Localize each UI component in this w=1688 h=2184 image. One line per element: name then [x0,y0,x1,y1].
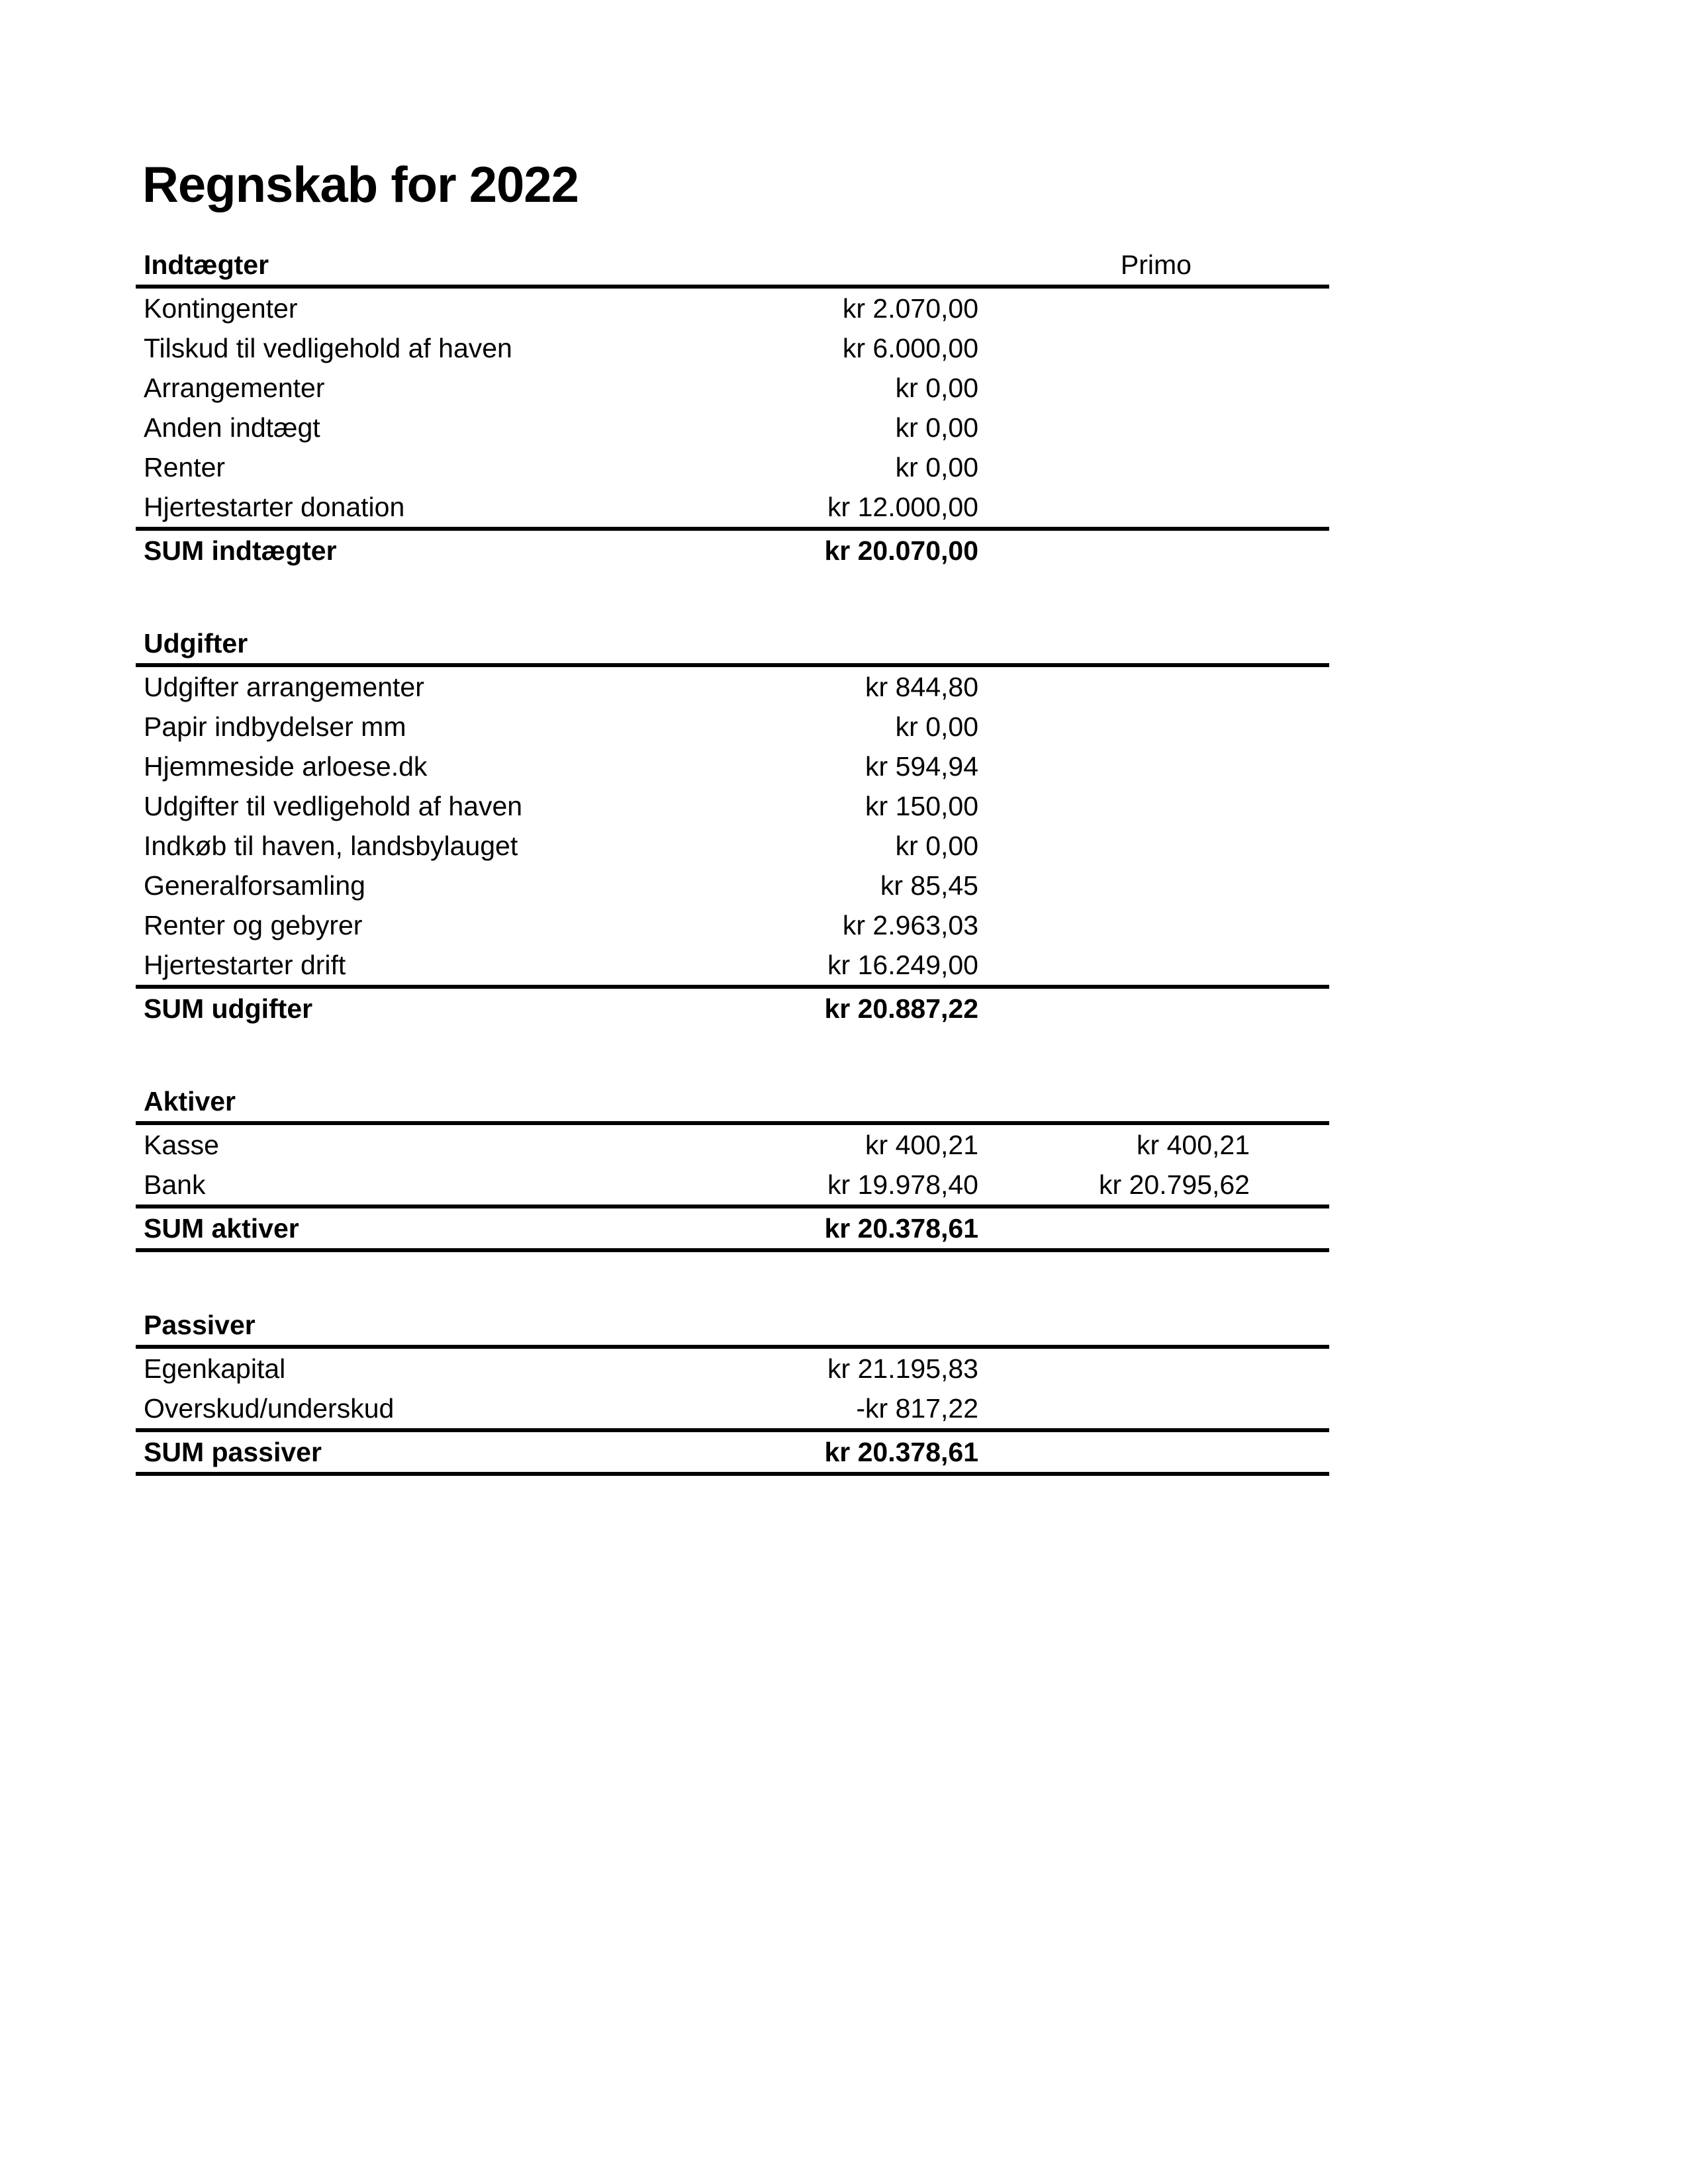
row-tail [1250,1023,1329,1028]
row-amount: kr 12.000,00 [827,492,978,522]
sum-amount: kr 20.887,22 [824,993,978,1024]
row-tail [1250,521,1329,527]
row-tail [1250,701,1329,707]
row-primo [978,899,1250,905]
row-tail [1250,657,1329,663]
row-primo [978,402,1250,408]
sum-label: SUM aktiver [144,1213,299,1244]
row-tail [1250,979,1329,985]
row-tail [1250,481,1329,487]
table-row [136,667,1329,707]
row-amount: kr 21.195,83 [827,1353,978,1384]
table-row [136,328,1329,368]
row-primo [978,701,1250,707]
header-amount-cell [635,1115,920,1121]
row-primo [978,979,1250,985]
table-row [136,289,1329,328]
row-label: Udgifter til vedligehold af haven [144,791,523,821]
row-amount: kr 0,00 [895,711,978,742]
row-tail [1250,1422,1329,1428]
row-label: Hjertestarter drift [144,950,346,980]
row-label: Udgifter arrangementer [144,672,424,702]
row-label: Indkøb til haven, landsbylauget [144,831,518,861]
primo-column-header [920,1339,1250,1345]
row-tail [1250,1159,1329,1165]
row-amount: kr 844,80 [865,672,978,702]
section-title: Udgifter [144,628,248,659]
table-row [136,368,1329,408]
row-primo [978,1383,1250,1388]
table-row [136,1165,1329,1208]
row-tail [1250,322,1329,328]
sections [136,250,1329,1476]
row-label: Overskud/underskud [144,1393,395,1424]
sum-amount: kr 20.378,61 [824,1437,978,1467]
row-label: Generalforsamling [144,870,365,901]
row-label: Bank [144,1169,206,1200]
primo-column-header [920,657,1250,663]
sum-label: SUM indtægter [144,535,337,566]
sum-label: SUM passiver [144,1437,322,1467]
row-primo [978,1422,1250,1428]
row-tail [1250,1339,1329,1345]
row-tail [1250,899,1329,905]
header-amount-cell [635,1339,920,1345]
row-label: Egenkapital [144,1353,286,1384]
section-header-row [136,1310,1329,1349]
row-label: Renter [144,452,226,482]
row-primo [978,521,1250,527]
row-primo [978,481,1250,487]
row-primo [978,780,1250,786]
row-amount: kr 150,00 [865,791,978,821]
row-amount: -kr 817,22 [856,1393,978,1424]
table-row [136,747,1329,786]
row-tail [1250,1466,1329,1472]
row-tail [1250,441,1329,447]
accounts-document [136,157,1329,1476]
sum-primo [978,565,1250,570]
section-header-row [136,1087,1329,1125]
sum-primo [978,1466,1250,1472]
table-row [136,945,1329,989]
row-label: Hjertestarter donation [144,492,405,522]
table-row [136,707,1329,747]
section-header-row [136,250,1329,289]
row-tail [1250,860,1329,866]
row-label: Tilskud til vedligehold af haven [144,333,512,363]
sum-amount: kr 20.070,00 [824,535,978,566]
row-label: Hjemmeside arloese.dk [144,751,428,782]
row-tail [1250,741,1329,747]
sum-primo [978,1023,1250,1028]
table-row [136,1125,1329,1165]
row-primo [978,939,1250,945]
row-tail [1250,1199,1329,1205]
sum-row [136,1208,1329,1252]
sum-label: SUM udgifter [144,993,313,1024]
row-tail [1250,780,1329,786]
primo-column-header [920,1115,1250,1121]
table-row [136,905,1329,945]
row-tail [1250,939,1329,945]
table-row [136,447,1329,487]
table-row [136,1388,1329,1432]
row-tail [1250,1242,1329,1248]
row-amount: kr 0,00 [895,373,978,403]
sum-row [136,1432,1329,1476]
header-amount-cell [635,657,920,663]
row-amount: kr 19.978,40 [827,1169,978,1200]
row-amount: kr 0,00 [895,831,978,861]
row-label: Anden indtægt [144,412,320,443]
row-primo [978,860,1250,866]
row-primo [978,322,1250,328]
row-amount: kr 0,00 [895,412,978,443]
section-title: Passiver [144,1310,256,1340]
row-primo [978,741,1250,747]
row-amount: kr 2.070,00 [842,293,978,324]
page-title: Regnskab for 2022 [142,157,579,213]
table-row [136,487,1329,531]
section-passiver [136,1310,1329,1476]
sum-row [136,531,1329,570]
row-tail [1250,1383,1329,1388]
table-row [136,786,1329,826]
table-row [136,826,1329,866]
table-row [136,408,1329,447]
row-tail [1250,565,1329,570]
section-udgifter [136,629,1329,1028]
row-amount: kr 594,94 [865,751,978,782]
sum-row [136,989,1329,1028]
row-amount: kr 400,21 [865,1130,978,1160]
section-title: Indtægter [144,250,269,280]
table-row [136,866,1329,905]
section-aktiver [136,1087,1329,1252]
row-primo [978,820,1250,826]
sum-primo [978,1242,1250,1248]
row-label: Renter og gebyrer [144,910,363,940]
section-title: Aktiver [144,1086,236,1116]
sum-amount: kr 20.378,61 [824,1213,978,1244]
row-amount: kr 0,00 [895,452,978,482]
row-amount: kr 2.963,03 [842,910,978,940]
row-tail [1250,362,1329,368]
row-primo [978,441,1250,447]
row-primo [978,362,1250,368]
row-tail [1250,279,1329,285]
row-primo: kr 400,21 [1137,1130,1250,1160]
header-amount-cell [635,279,920,285]
section-indtaegter [136,250,1329,570]
row-label: Arrangementer [144,373,325,403]
primo-column-header: Primo [1120,250,1192,280]
row-amount: kr 16.249,00 [827,950,978,980]
row-label: Papir indbydelser mm [144,711,406,742]
row-tail [1250,820,1329,826]
table-row [136,1349,1329,1388]
row-label: Kasse [144,1130,219,1160]
row-tail [1250,1115,1329,1121]
row-label: Kontingenter [144,293,298,324]
row-primo: kr 20.795,62 [1099,1169,1250,1200]
row-amount: kr 6.000,00 [842,333,978,363]
row-amount: kr 85,45 [880,870,978,901]
row-tail [1250,402,1329,408]
section-header-row [136,629,1329,667]
